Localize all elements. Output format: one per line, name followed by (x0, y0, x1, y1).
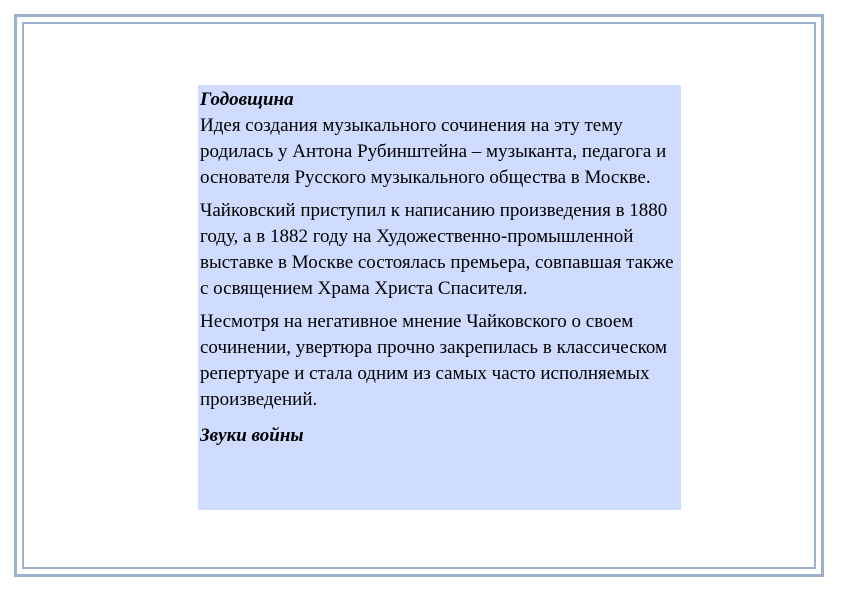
paragraph-idea: Идея создания музыкального сочинения на эту тему родилась у Антона Рубинштейна – музыканта, педагога и основателя Русского музыкального общества в Москве. (200, 115, 667, 188)
section-heading-anniversary: Годовщина (200, 89, 294, 110)
paragraph-reception: Несмотря на негативное мнение Чайковского о своем сочинении, увертюра прочно закрепилась в классическом репертуаре и стала одним из самых часто исполняемых произведений. (200, 311, 668, 410)
paragraph-composition: Чайковский приступил к написанию произведения в 1880 году, а в 1882 году на Художественно-промышленной выставке в Москве состоялась премьера, совпавшая также с освящением Храма Христа Спасителя. (200, 200, 674, 299)
section-heading-sounds-of-war: Звуки войны (200, 425, 304, 446)
text-content-box (198, 85, 681, 510)
